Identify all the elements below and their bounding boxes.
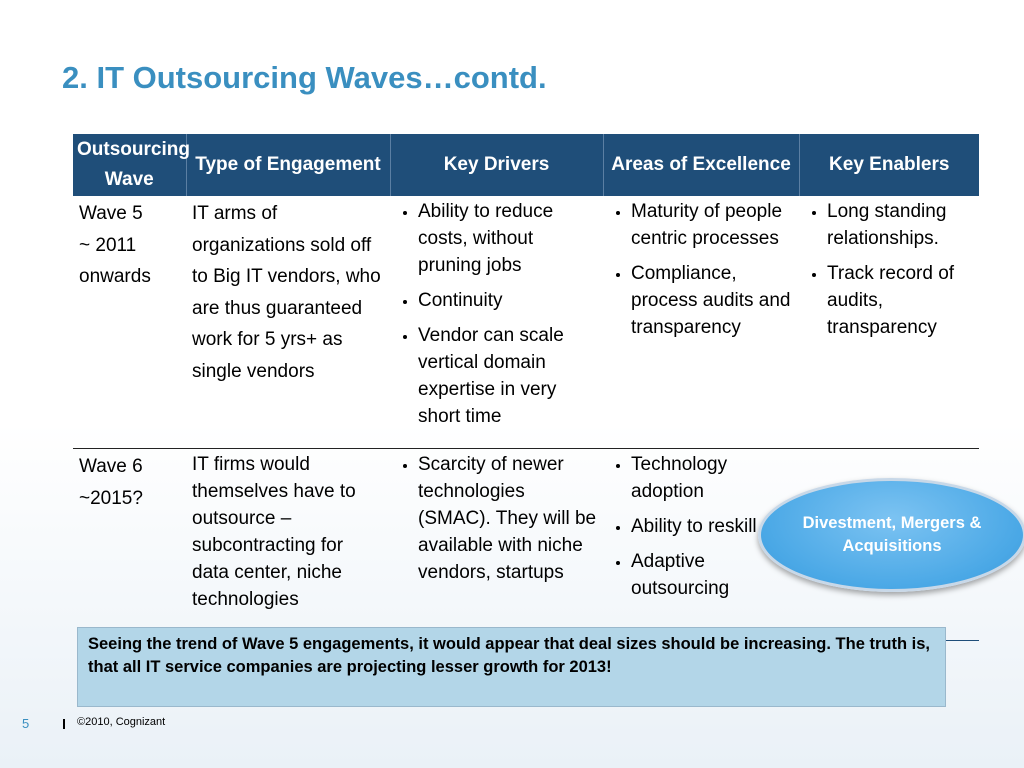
drivers-cell [390, 449, 603, 630]
list-item: • Ability to reskill [631, 513, 793, 540]
page-number: 5 [22, 716, 30, 731]
divestment-oval [758, 478, 1024, 592]
engagement-cell: IT firms would themselves have to outsource – subcontracting for data center, niche technologies [192, 454, 356, 610]
callout-box: Seeing the trend of Wave 5 engagements, it would appear that deal sizes should be increasing. The truth is, that all IT service companies are projecting lesser growth for 2013! [77, 627, 946, 707]
table-header-row [73, 134, 979, 196]
list-item: • Compliance, process audits and transparency [631, 260, 793, 341]
oval-label: Divestment, Mergers & Acquisitions [802, 514, 982, 555]
excellence-cell [603, 196, 799, 449]
engagement-cell: IT arms of organizations sold off to Big IT vendors, who are thus guaranteed work for 5 yrs+ as single vendors [186, 196, 390, 449]
callout-connector [946, 640, 979, 641]
wave-cell: Wave 6 ~2015? [79, 456, 143, 509]
header-outsourcing-wave: Outsourcing Wave [73, 134, 186, 196]
list-item: • Vendor can scale vertical domain expertise in very short time [418, 322, 597, 430]
footer-divider [63, 719, 65, 729]
copyright: ©2010, Cognizant [77, 716, 166, 728]
list-item: • Long standing relationships. [827, 198, 973, 252]
list-item: • Maturity of people centric processes [631, 198, 793, 252]
list-item: • Ability to reduce costs, without pruning jobs [418, 198, 597, 279]
header-areas-of-excellence: Areas of Excellence [603, 134, 799, 196]
header-key-enablers: Key Enablers [799, 134, 979, 196]
list-item: • Scarcity of newer technologies (SMAC). They will be available with niche vendors, startups [418, 451, 597, 586]
list-item: • Track record of audits, transparency [827, 260, 973, 341]
table-row [73, 196, 979, 449]
list-item: • Adaptive outsourcing [631, 548, 793, 602]
list-item: • Continuity [418, 287, 597, 314]
list-item: • Technology adoption [631, 451, 793, 505]
drivers-cell [390, 196, 603, 449]
wave-cell: Wave 5 ~ 2011 onwards [73, 196, 186, 449]
slide-title: 2. IT Outsourcing Waves…contd. [62, 60, 547, 95]
header-key-drivers: Key Drivers [390, 134, 603, 196]
header-type-of-engagement: Type of Engagement [186, 134, 390, 196]
enablers-cell [799, 196, 979, 449]
